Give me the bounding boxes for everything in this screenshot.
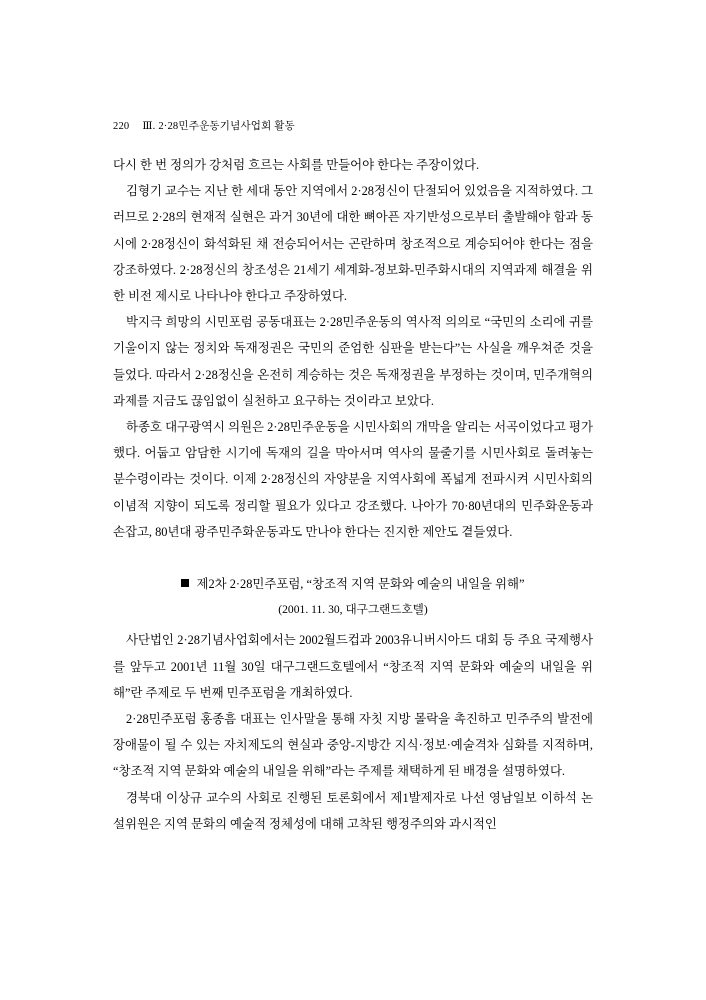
section-heading-text: 제2차 2·28민주포럼, “창조적 지역 문화와 예술의 내일을 위해” [196,577,525,592]
square-bullet-icon [181,579,189,587]
paragraph: 사단법인 2·28기념사업회에서는 2002월드컵과 2003유니버시아드 대회 등 주요 국제행사를 앞두고 2001년 11월 30일 대구그랜드호텔에서 “창조적 지역 문화와 예술의 내일을 위해”란 주제로 두 번째 민주포럼을 개최하였다. [113,633,593,700]
running-title: Ⅲ. 2·28민주운동기념사업회 활동 [142,121,295,132]
paragraph: 김형기 교수는 지난 한 세대 동안 지역에서 2·28정신이 단절되어 있었음을 지적하였다. 그러므로 2·28의 현재적 실현은 과거 30년에 대한 뼈아픈 자기반성으로부터 출발해야 함과 동시에 2·28정신이 화석화된 채 전승되어서는 곤란하며 창조적으로 계승되어야 한다는 점을 강조하였다. 2·28정신의 창조성은 21세기 세계화-정보화-민주화시대의 지역과제 해결을 위한 비전 제시로 나타나야 한다고 주장하였다. [113,184,593,304]
page-header [113,118,593,133]
paragraph: 다시 한 번 정의가 강처럼 흐르는 사회를 만들어야 한다는 주장이었다. [113,158,480,172]
paragraph: 하종호 대구광역시 의원은 2·28민주운동을 시민사회의 개막을 알리는 서곡이었다고 평가했다. 어둡고 암담한 시기에 독재의 길을 막아서며 역사의 물줄기를 시민사회로 돌려놓는 분수령이라는 것이다. 이제 2·28정신의 자양분을 지역사회에 폭넓게 전파시켜 시민사회의 이념적 지향이 되도록 정리할 필요가 있다고 강조했다. 나아가 70·80년대의 민주화운동과 손잡고, 80년대 광주민주화운동과도 만나야 한다는 진지한 제안도 곁들였다. [113,420,593,539]
paragraph: 경북대 이상규 교수의 사회로 진행된 토론회에서 제1발제자로 나선 영남일보 이하석 논설위원은 지역 문화의 예술적 정체성에 대해 고착된 행정주의와 과시적인 [113,790,593,831]
paragraph: 2·28민주포럼 홍종흠 대표는 인사말을 통해 자칫 지방 몰락을 촉진하고 민주주의 발전에 장애물이 될 수 있는 자치제도의 현실과 중앙-지방간 지식·정보·예술격차 심화를 지적하며, “창조적 지역 문화와 예술의 내일을 위해”라는 주제를 채택하게 된 배경을 설명하였다. [113,712,593,779]
section-subheading: (2001. 11. 30, 대구그랜드호텔) [278,603,428,617]
section-heading [113,571,593,597]
page-number: 220 [113,121,130,132]
paragraph: 박지극 희망의 시민포럼 공동대표는 2·28민주운동의 역사적 의의로 “국민의 소리에 귀를 기울이지 않는 정치와 독재정권은 국민의 준엄한 심판을 받는다”는 사실을 깨우쳐준 것을 들었다. 따라서 2·28정신을 온전히 계승하는 것은 독재정권을 부정하는 것이며, 민주개혁의 과제를 지금도 끊임없이 실천하고 요구하는 것이라고 보았다. [113,315,593,408]
body-text-column [113,152,593,837]
